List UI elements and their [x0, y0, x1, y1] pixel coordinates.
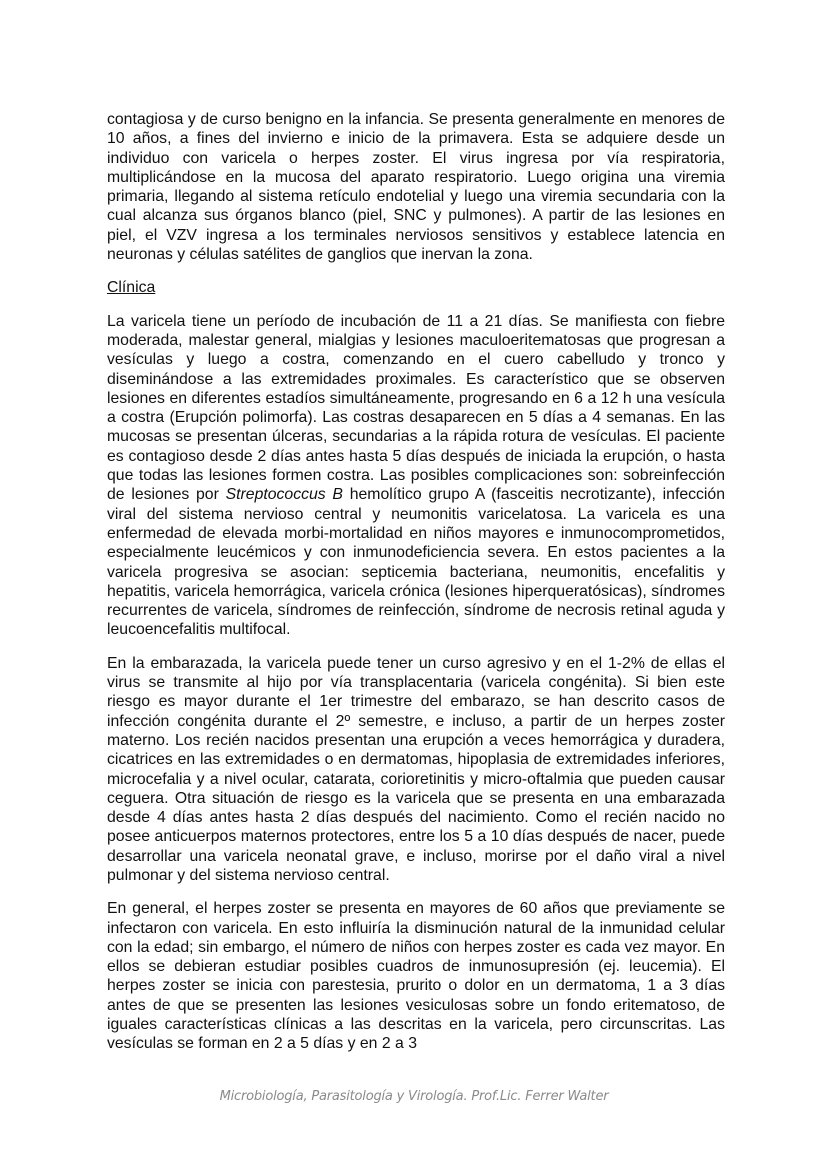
- document-body: [107, 110, 725, 1054]
- paragraph-text: La varicela tiene un período de incubación de 11 a 21 días. Se manifiesta con fiebre moderada, malestar general, mialgias y lesiones maculoeritematosas que progresan a vesículas y luego a costra, comenzando en el cuero cabelludo y tronco y diseminándose a las extremidades proximales. Es característico que se observen lesiones en diferentes estadíos simultáneamente, progresando en 6 a 12 h una vesícula a costra (Erupción polimorfa). Las costras desaparecen en 5 días a 4 semanas. En las mucosas se presentan úlceras, secundarias a la rápida rotura de vesículas. El paciente es contagioso desde 2 días antes hasta 5 días después de iniciada la erupción, o hasta que todas las lesiones formen costra. Las posibles complicaciones son: sobreinfección de lesiones por: [107, 312, 725, 504]
- paragraph-text: contagiosa y de curso benigno en la infancia. Se presenta generalmente en menores de 10 años, a fines del invierno e inicio de la primavera. Esta se adquiere desde un individuo con varicela o herpes zoster. El virus ingresa por vía respiratoria, multiplicándose en la mucosa del aparato respiratorio. Luego origina una viremia primaria, llegando al sistema retículo endotelial y luego una viremia secundaria con la cual alcanza sus órganos blanco (piel, SNC y pulmones). A partir de las lesiones en piel, el VZV ingresa a los terminales nerviosos sensitivos y establece latencia en neuronas y células satélites de ganglios que inervan la zona.: [107, 111, 725, 264]
- species-name: Streptococcus B: [225, 486, 343, 504]
- paragraph-embarazada: [107, 654, 725, 886]
- section-heading-text: Clínica: [107, 279, 156, 297]
- page-footer: Microbiología, Parasitología y Virología. Prof.Lic. Ferrer Walter: [219, 1089, 609, 1104]
- paragraph-text: En general, el herpes zoster se presenta en mayores de 60 años que previamente se infectaron con varicela. En esto influiría la disminución natural de la inmunidad celular con la edad; sin embargo, el número de niños con herpes zoster es cada vez mayor. En ellos se debieran estudiar posibles cuadros de inmunosupresión (ej. leucemia). El herpes zoster se inicia con parestesia, prurito o dolor en un dermatoma, 1 a 3 días antes de que se presenten las lesiones vesiculosas sobre un fondo eritematoso, de iguales características clínicas a las descritas en la varicela, pero circunscritas. Las vesículas se forman en 2 a 5 días y en 2 a 3: [107, 900, 725, 1053]
- paragraph-clinica: [107, 312, 725, 640]
- section-heading-clinica: [107, 278, 725, 297]
- paragraph-text: hemolítico grupo A (fasceitis necrotizante), infección viral del sistema nervioso central y neumonitis varicelatosa. La varicela es una enfermedad de elevada morbi-mortalidad en niños mayores e inmunocomprometidos, especialmente leucémicos y con inmunodeficiencia severa. En estos pacientes a la varicela progresiva se asocian: septicemia bacteriana, neumonitis, encefalitis y hepatitis, varicela hemorrágica, varicela crónica (lesiones hiperqueratósicas), síndromes recurrentes de varicela, síndromes de reinfección, síndrome de necrosis retinal aguda y leucoencefalitis multifocal.: [107, 486, 725, 639]
- paragraph-herpes-zoster: [107, 899, 725, 1053]
- paragraph-text: En la embarazada, la varicela puede tener un curso agresivo y en el 1-2% de ellas el virus se transmite al hijo por vía transplacentaria (varicela congénita). Si bien este riesgo es mayor durante el 1er trimestre del embarazo, se han descrito casos de infección congénita durante el 2º semestre, e incluso, a partir de un herpes zoster materno. Los recién nacidos presentan una erupción a veces hemorrágica y duradera, cicatrices en las extremidades o en dermatomas, hipoplasia de extremidades inferiores, microcefalia y a nivel ocular, catarata, corioretinitis y micro-oftalmia que pueden causar ceguera. Otra situación de riesgo es la varicela que se presenta en una embarazada desde 4 días antes hasta 2 días después del nacimiento. Como el recién nacido no posee anticuerpos maternos protectores, entre los 5 a 10 días después de nacer, puede desarrollar una varicela neonatal grave, e incluso, morirse por el daño viral a nivel pulmonar y del sistema nervioso central.: [107, 654, 725, 884]
- paragraph-intro: [107, 110, 725, 264]
